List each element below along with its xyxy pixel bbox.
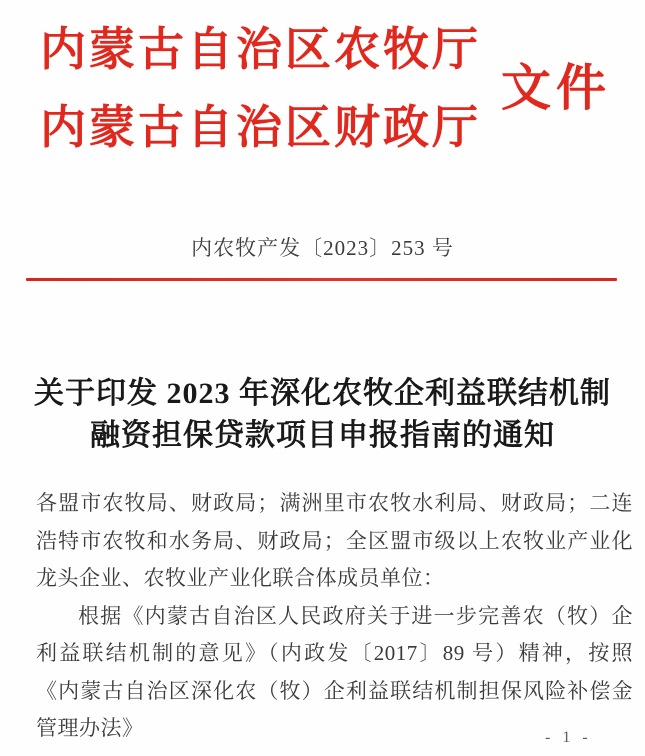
document-title xyxy=(0,373,645,457)
document-body xyxy=(36,485,633,748)
agency-name-line-2: 内蒙古自治区财政厅 xyxy=(40,102,481,153)
addressee-paragraph: 各盟市农牧局、财政局；满洲里市农牧水利局、财政局；二连浩特市农牧和水务局、财政局；全区盟市级以上农牧业产业化龙头企业、农牧业产业化联合体成员单位： xyxy=(36,491,633,590)
agency-name-line-1: 内蒙古自治区农牧厅 xyxy=(40,24,481,75)
title-line-1: 关于印发 2023 年深化农牧企利益联结机制 xyxy=(34,377,611,410)
doc-type-label: 文件 xyxy=(501,60,611,116)
red-divider-line xyxy=(26,278,617,281)
body-opening-paragraph: 根据《内蒙古自治区人民政府关于进一步完善农（牧）企利益联结机制的意见》（内政发〔2017〕89 号）精神，按照《内蒙古自治区深化农（牧）企利益联结机制担保风险补偿金管理办法》 xyxy=(36,603,633,740)
document-number: 内农牧产发〔2023〕253 号 xyxy=(191,236,454,260)
title-line-2: 融资担保贷款项目申报指南的通知 xyxy=(90,419,555,452)
page-number: - 1 - xyxy=(545,729,592,746)
